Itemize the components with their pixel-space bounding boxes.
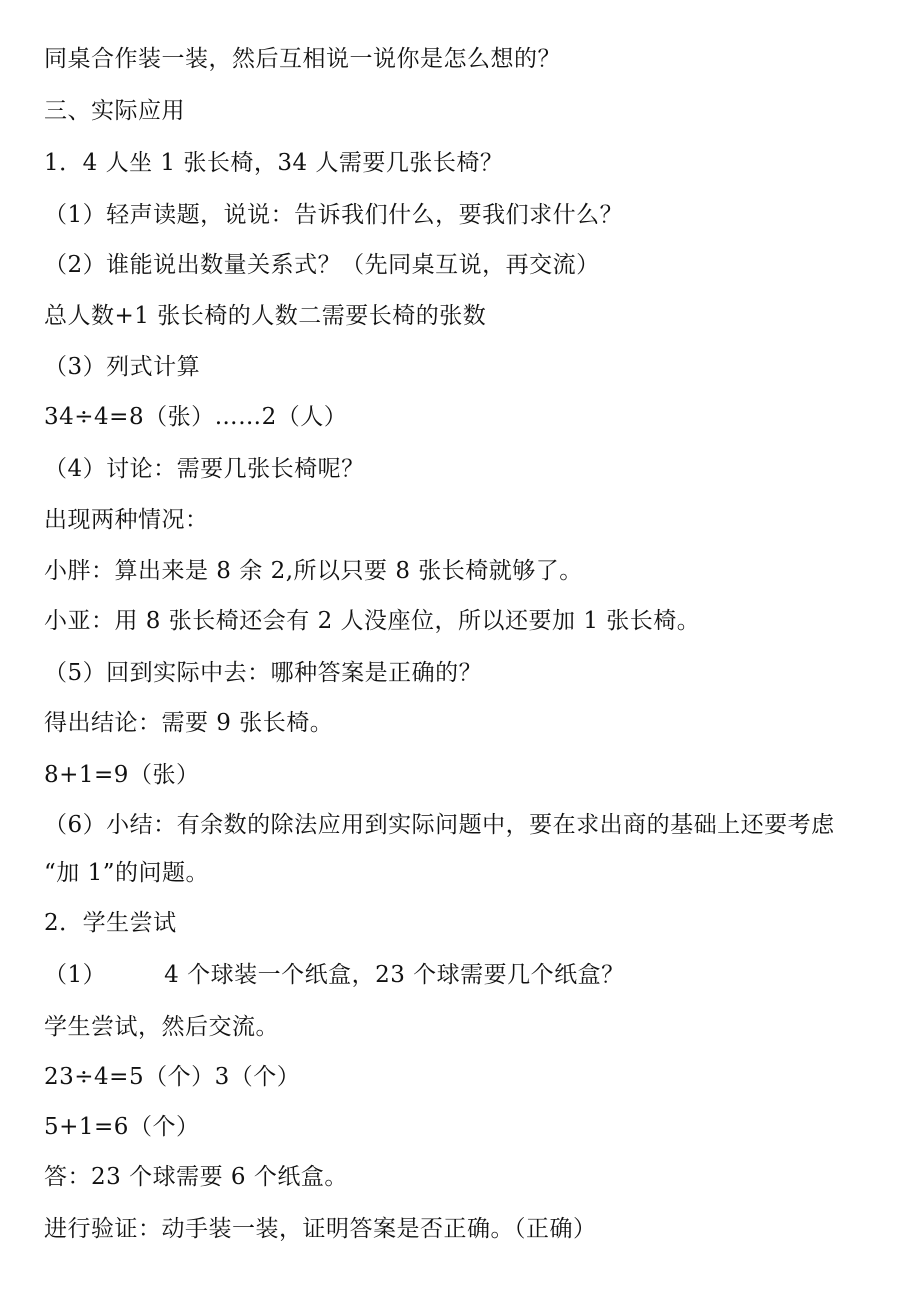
item-question: 4 个球装一个纸盒，23 个球需要几个纸盒？ [164,962,625,988]
text-line: （2）谁能说出数量关系式？（先同桌互说，再交流） [44,252,600,278]
text-line: （1）轻声读题，说说：告诉我们什么，要我们求什么？ [44,202,624,228]
text-line [44,960,625,990]
item-number: （1） [44,962,107,988]
text-line: （3）列式计算 [44,354,201,380]
text-line: 小亚：用 8 张长椅还会有 2 人没座位，所以还要加 1 张长椅。 [44,608,701,634]
equation: 23÷4=5（个）3（个） [44,1064,301,1090]
section-heading: 三、实际应用 [44,98,185,124]
answer-line: 答：23 个球需要 6 个纸盒。 [44,1164,348,1190]
text-line: （5）回到实际中去：哪种答案是正确的？ [44,660,483,686]
text-line: 学生尝试，然后交流。 [44,1014,279,1040]
text-line: 得出结论：需要 9 张长椅。 [44,710,334,736]
problem-1-title: 1．4 人坐 1 张长椅，34 人需要几张长椅？ [44,150,504,176]
text-line: 同桌合作装一装，然后互相说一说你是怎么想的？ [44,46,561,72]
text-line: 小胖：算出来是 8 余 2,所以只要 8 张长椅就够了。 [44,558,583,584]
text-line: （4）讨论：需要几张长椅呢？ [44,456,365,482]
text-line: 出现两种情况： [44,507,209,533]
text-line: 总人数+1 张长椅的人数二需要长椅的张数 [44,303,487,329]
equation: 8+1=9（张） [44,762,200,788]
text-line: （6）小结：有余数的除法应用到实际问题中，要在求出商的基础上还要考虑 [44,812,835,838]
equation: 5+1=6（个） [44,1114,200,1140]
text-line: 进行验证：动手装一装，证明答案是否正确。（正确） [44,1216,597,1242]
equation: 34÷4=8（张）……2（人） [44,404,348,430]
problem-2-title: 2．学生尝试 [44,910,177,936]
text-line: “加 1”的问题。 [44,860,209,886]
